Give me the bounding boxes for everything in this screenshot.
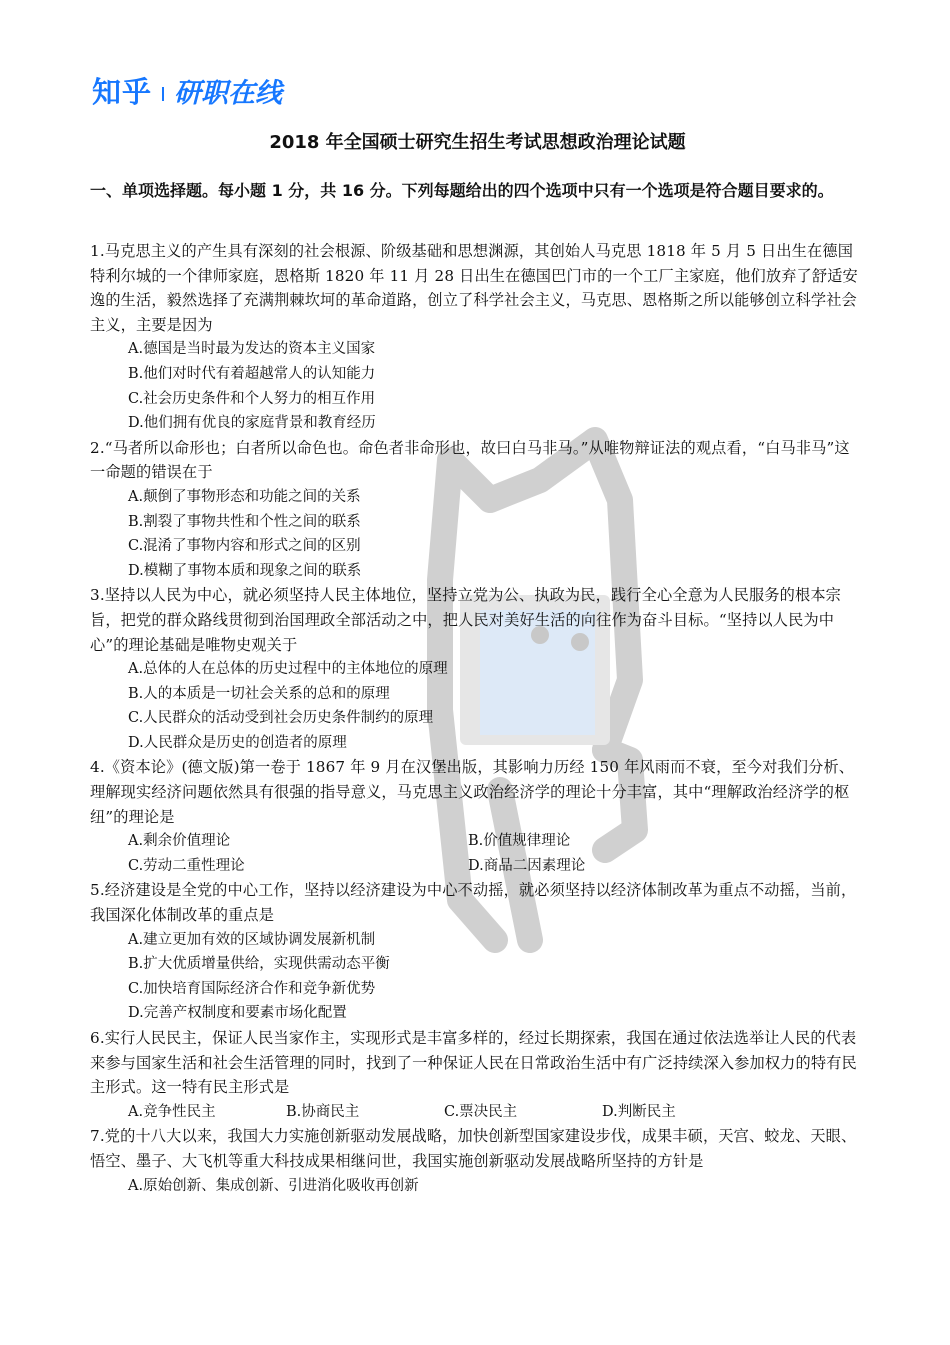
logo-divider (162, 87, 164, 101)
question-7-stem: 7.党的十八大以来，我国大力实施创新驱动发展战略，加快创新型国家建设步伐，成果丰硕，天宫、蛟龙、天眼、悟空、墨子、大飞机等重大科技成果相继问世，我国实施创新驱动发展战略所坚持的方针是 (90, 1127, 857, 1170)
question-5-option-b: B.扩大优质增量供给，实现供需动态平衡 (128, 956, 390, 973)
question-7-option-a: A.原始创新、集成创新、引进消化吸收再创新 (128, 1177, 419, 1194)
question-2-stem: 2.“马者所以命形也；白者所以命色也。命色者非命形也，故曰白马非马。”从唯物辩证法的观点看，“白马非马”这一命题的错误在于 (90, 438, 850, 482)
page-title: 2018 年全国硕士研究生招生考试思想政治理论试题 (269, 132, 686, 153)
section-heading: 一、单项选择题。每小题 1 分，共 16 分。下列每题给出的四个选项中只有一个选项是符合题目要求的。 (90, 181, 834, 200)
question-1-option-b: B.他们对时代有着超越常人的认知能力 (128, 365, 376, 382)
question-5-stem: 5.经济建设是全党的中心工作，坚持以经济建设为中心不动摇，就必须坚持以经济体制改革为重点不动摇，当前，我国深化体制改革的重点是 (90, 881, 857, 925)
question-3-option-b: B.人的本质是一切社会关系的总和的原理 (128, 685, 390, 702)
question-5-option-a: A.建立更加有效的区域协调发展新机制 (128, 931, 376, 948)
question-5-option-c: C.加快培育国际经济合作和竞争新优势 (128, 980, 376, 997)
question-1-stem: 1.马克思主义的产生具有深刻的社会根源、阶级基础和思想渊源，其创始人马克思 1818 年 5 月 5 日出生在德国特利尔城的一个律师家庭，恩格斯 1820 年 11 月 28 日出生在德国巴门市的一个工厂主家庭，他们放弃了舒适安逸的生活，毅然选择了充满荆棘坎坷的革命道路，创立了科学社会主义，马克思、恩格斯之所以能够创立科学社会主义，主要是因为 (90, 242, 858, 334)
question-1-option-c: C.社会历史条件和个人努力的相互作用 (128, 390, 376, 407)
question-4-option-b: B.价值规律理论 (468, 833, 571, 850)
question-2-option-b: B.割裂了事物共性和个性之间的联系 (128, 513, 361, 530)
question-4-option-d: D.商品二因素理论 (468, 857, 586, 874)
question-4-stem: 4.《资本论》(德文版)第一卷于 1867 年 9 月在汉堡出版，其影响力历经 150 年风雨而不衰，至今对我们分析、理解现实经济问题依然具有很强的指导意义，马克思主义政治经济学的理论十分丰富，其中“理解政治经济学的枢纽”的理论是 (90, 758, 855, 826)
question-2-option-d: D.模糊了事物本质和现象之间的联系 (128, 562, 362, 579)
question-4-options-row-1 (128, 829, 865, 854)
brand-logo (92, 72, 282, 108)
zhihu-logo-text: 知乎 (92, 74, 153, 109)
question-4-option-c: C.劳动二重性理论 (128, 857, 245, 874)
question-4-options-row-2 (128, 854, 865, 879)
question-1-option-a: A.德国是当时最为发达的资本主义国家 (128, 341, 376, 358)
question-3-option-a: A.总体的人在总体的历史过程中的主体地位的原理 (128, 661, 448, 678)
question-6-option-d: D.判断民主 (602, 1103, 676, 1120)
question-4-option-a: A.剩余价值理论 (128, 833, 231, 850)
question-list (90, 239, 865, 1198)
question-6-option-b: B.协商民主 (286, 1103, 360, 1120)
question-6-option-c: C.票决民主 (444, 1103, 518, 1120)
question-6-option-a: A.竞争性民主 (128, 1103, 216, 1120)
question-6-stem: 6.实行人民民主，保证人民当家作主，实现形式是丰富多样的，经过长期探索，我国在通过依法选举让人民的代表来参与国家生活和社会生活管理的同时，找到了一种保证人民在日常政治生活中有广泛持续深入参加权力的特有民主形式。这一特有民主形式是 (90, 1029, 857, 1097)
question-6-options-row (128, 1100, 865, 1125)
question-2-option-a: A.颠倒了事物形态和功能之间的关系 (128, 488, 361, 505)
yanzhi-logo-text: 研职在线 (174, 77, 283, 109)
question-2-option-c: C.混淆了事物内容和形式之间的区别 (128, 538, 361, 555)
question-3-option-d: D.人民群众是历史的创造者的原理 (128, 734, 347, 751)
question-3-option-c: C.人民群众的活动受到社会历史条件制约的原理 (128, 710, 434, 727)
question-5-option-d: D.完善产权制度和要素市场化配置 (128, 1005, 347, 1022)
question-1-option-d: D.他们拥有优良的家庭背景和教育经历 (128, 415, 376, 432)
question-3-stem: 3.坚持以人民为中心，就必须坚持人民主体地位，坚持立党为公、执政为民，践行全心全意为人民服务的根本宗旨，把党的群众路线贯彻到治国理政全部活动之中，把人民对美好生活的向往作为奋斗目标。“坚持以人民为中心”的理论基础是唯物史观关于 (90, 586, 841, 654)
